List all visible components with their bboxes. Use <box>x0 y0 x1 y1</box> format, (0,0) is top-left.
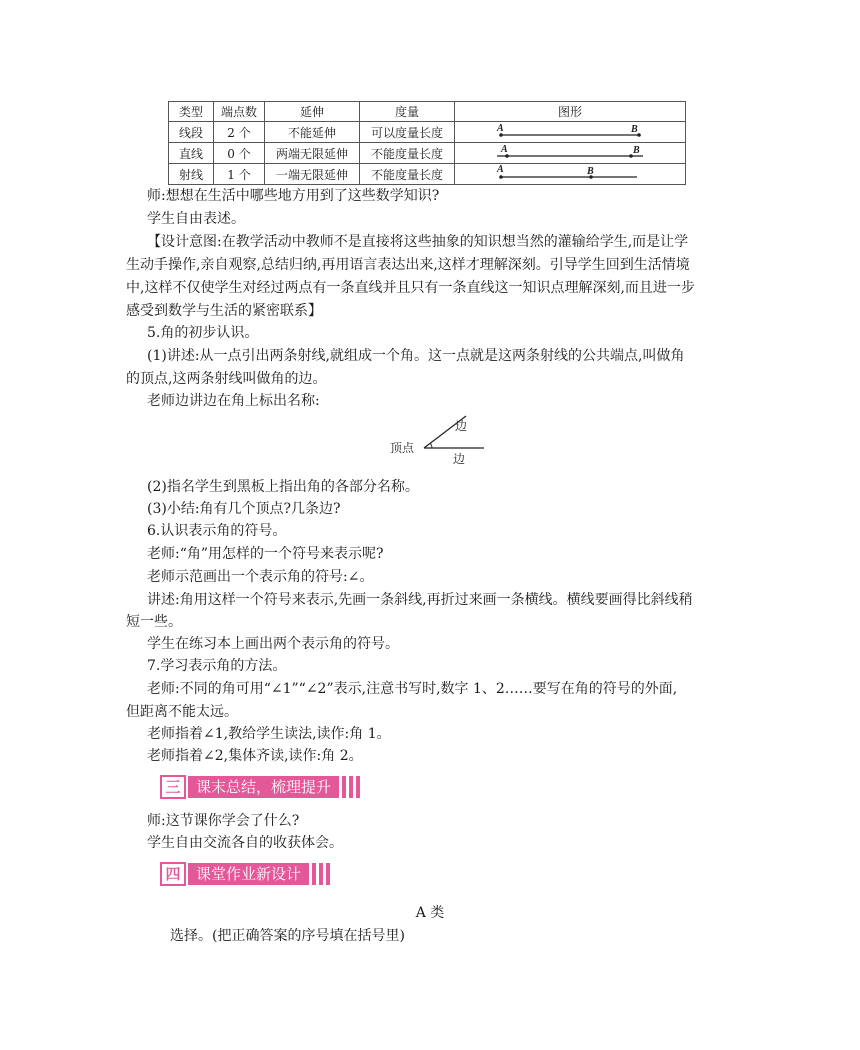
section-title: 课末总结，梳理提升 <box>188 776 339 798</box>
paragraph: 生动手操作,亲自观察,总结归纳,再用语言表达出来,这样才理解深刻。引导学生回到生活情境 <box>126 257 690 273</box>
section-banner-3 <box>160 775 360 799</box>
paragraph: (3)小结:角有几个顶点?几条边? <box>147 501 341 517</box>
table-row <box>169 164 686 185</box>
paragraph: 老师:不同的角可用“∠1”“∠2”表示,注意书写时,数字 1、2……要写在角的符号的外面, <box>147 681 678 697</box>
table-header: 延伸 <box>265 102 360 122</box>
banner-stripe <box>342 776 346 798</box>
banner-stripe <box>312 863 316 885</box>
paragraph: 选择。(把正确答案的序号填在括号里) <box>170 928 405 944</box>
paragraph: 学生自由表述。 <box>147 211 245 227</box>
line-type-table <box>168 101 686 185</box>
banner-stripe <box>319 863 323 885</box>
paragraph: 讲述:角用这样一个符号来表示,先画一条斜线,再折过来画一条横线。横线要画得比斜线稍 <box>147 592 693 608</box>
segment-figure <box>455 122 686 143</box>
paragraph: 6.认识表示角的符号。 <box>147 523 287 539</box>
section-number: 四 <box>160 862 186 886</box>
table-header-row <box>169 102 686 122</box>
table-cell: 不能延伸 <box>265 122 360 143</box>
banner-stripe <box>326 863 330 885</box>
angle-diagram <box>380 410 500 466</box>
paragraph: 【设计意图:在教学活动中教师不是直接将这些抽象的知识想当然的灌输给学生,而是让学 <box>147 234 689 250</box>
ray-figure <box>455 164 686 185</box>
table-cell: 线段 <box>169 122 214 143</box>
point-label: A <box>501 144 508 155</box>
table-cell: 射线 <box>169 164 214 185</box>
banner-stripe <box>356 776 360 798</box>
section-number: 三 <box>160 775 186 799</box>
paragraph: 师:想想在生活中哪些地方用到了这些数学知识? <box>147 188 440 204</box>
table-header: 类型 <box>169 102 214 122</box>
point-label: B <box>587 166 594 177</box>
table-cell: 一端无限延伸 <box>265 164 360 185</box>
paragraph: 7.学习表示角的方法。 <box>147 658 287 674</box>
table-cell: 直线 <box>169 143 214 164</box>
vertex-label: 顶点 <box>390 441 415 455</box>
paragraph: 的顶点,这两条射线叫做角的边。 <box>126 371 327 387</box>
paragraph: 师:这节课你学会了什么? <box>147 813 300 829</box>
table-cell: 2 个 <box>214 122 265 143</box>
table-cell: 不能度量长度 <box>360 164 455 185</box>
paragraph: 5.角的初步认识。 <box>147 325 259 341</box>
paragraph: (2)指名学生到黑板上指出角的各部分名称。 <box>147 479 419 495</box>
table-header: 图形 <box>455 102 686 122</box>
table-cell: 两端无限延伸 <box>265 143 360 164</box>
paragraph: 感受到数学与生活的紧密联系】 <box>126 303 322 319</box>
category-heading: A 类 <box>415 905 445 921</box>
paragraph: 学生在练习本上画出两个表示角的符号。 <box>147 636 399 652</box>
point-label: A <box>497 164 504 175</box>
point-label: B <box>633 145 640 156</box>
section-title: 课堂作业新设计 <box>188 863 309 885</box>
table-row <box>169 143 686 164</box>
table-row <box>169 122 686 143</box>
table-cell: 1 个 <box>214 164 265 185</box>
paragraph: (1)讲述:从一点引出两条射线,就组成一个角。这一点就是这两条射线的公共端点,叫做角 <box>147 348 685 364</box>
paragraph: 老师:“角”用怎样的一个符号来表示呢? <box>147 546 384 562</box>
paragraph: 老师边讲边在角上标出名称: <box>147 393 320 409</box>
banner-stripe <box>349 776 353 798</box>
table-header: 端点数 <box>214 102 265 122</box>
paragraph: 老师示范画出一个表示角的符号:∠。 <box>147 569 374 585</box>
table-cell: 可以度量长度 <box>360 122 455 143</box>
point-label: A <box>497 123 504 134</box>
paragraph: 但距离不能太远。 <box>126 704 238 720</box>
paragraph: 短一些。 <box>126 614 182 630</box>
table-cell: 不能度量长度 <box>360 143 455 164</box>
table-cell: 0 个 <box>214 143 265 164</box>
point-label: B <box>631 124 638 135</box>
straight-line-figure <box>455 143 686 164</box>
table-header: 度量 <box>360 102 455 122</box>
section-banner-4 <box>160 862 330 886</box>
edge-label: 边 <box>453 452 466 466</box>
paragraph: 老师指着∠2,集体齐读,读作:角 2。 <box>147 748 363 764</box>
edge-label: 边 <box>455 419 468 433</box>
paragraph: 学生自由交流各自的收获体会。 <box>147 835 343 851</box>
paragraph: 中,这样不仅使学生对经过两点有一条直线并且只有一条直线这一知识点理解深刻,而且进一步 <box>126 280 695 296</box>
paragraph: 老师指着∠1,教给学生读法,读作:角 1。 <box>147 726 391 742</box>
